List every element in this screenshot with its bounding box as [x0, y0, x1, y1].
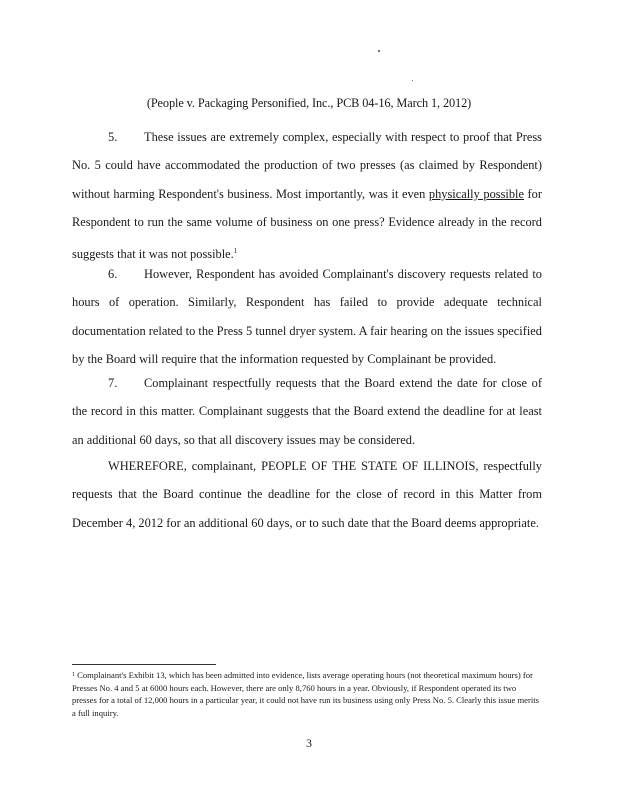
paragraph-5 [72, 123, 542, 268]
paragraph-text: Complainant respectfully requests that the Board extend the date for close of the record in this matter. Complainant suggests that the Board extend the deadline for at least an additional 60 days, so that all discovery issues may be considered. [72, 376, 542, 447]
page-number: 3 [306, 736, 312, 750]
paragraph-number: 7. [108, 376, 118, 390]
footnote-reference: 1 [233, 246, 238, 255]
footnote [72, 669, 540, 719]
underlined-text: physically possible [428, 186, 524, 201]
scan-speck [412, 80, 413, 81]
wherefore-text: WHEREFORE, complainant, PEOPLE OF THE STATE OF ILLINOIS, respectfully requests that the Board continue the deadline for the close of record in this Matter from December 4, 2012 for an additional 60 days, or to such date that the Board deems appropriate. [72, 459, 542, 530]
wherefore-clause [72, 452, 542, 537]
paragraph-number: 6. [108, 267, 118, 281]
footnote-text: Complainant's Exhibit 13, which has been admitted into evidence, lists average operating hours (not theoretical maximum hours) for Presses No. 4 and 5 at 6000 hours each. However, there are only 8,760 hours in a year. Obviously, if Respondent operated its two presses for a total of 12,000 hours in a particular year, it could not have run its business using only Press No. 5. Clearly this issue merits a full inquiry. [72, 670, 539, 718]
footnote-marker: 1 [72, 672, 75, 678]
paragraph-text: These issues are extremely complex, especially with respect to proof that Press No. 5 could have accommodated the production of two presses (as claimed by Respondent) without harming Respondent's business. Most importantly, was it even [72, 130, 542, 201]
paragraph-text: for Respondent to run the same volume of business on one press? Evidence already in the record suggests that it was not possible. [72, 186, 542, 261]
case-citation: (People v. Packaging Personified, Inc., PCB 04-16, March 1, 2012) [146, 96, 472, 110]
paragraph-number: 5. [108, 130, 118, 144]
paragraph-6 [72, 260, 542, 374]
footnote-divider [72, 664, 216, 665]
scan-speck [378, 50, 380, 52]
paragraph-text: However, Respondent has avoided Complainant's discovery requests related to hours of operation. Similarly, Respondent has failed to provide adequate technical documentation related to the Press 5 tunnel dryer system. A fair hearing on the issues specified by the Board will require that the information requested by Complainant be provided. [72, 267, 542, 367]
paragraph-7 [72, 369, 542, 454]
